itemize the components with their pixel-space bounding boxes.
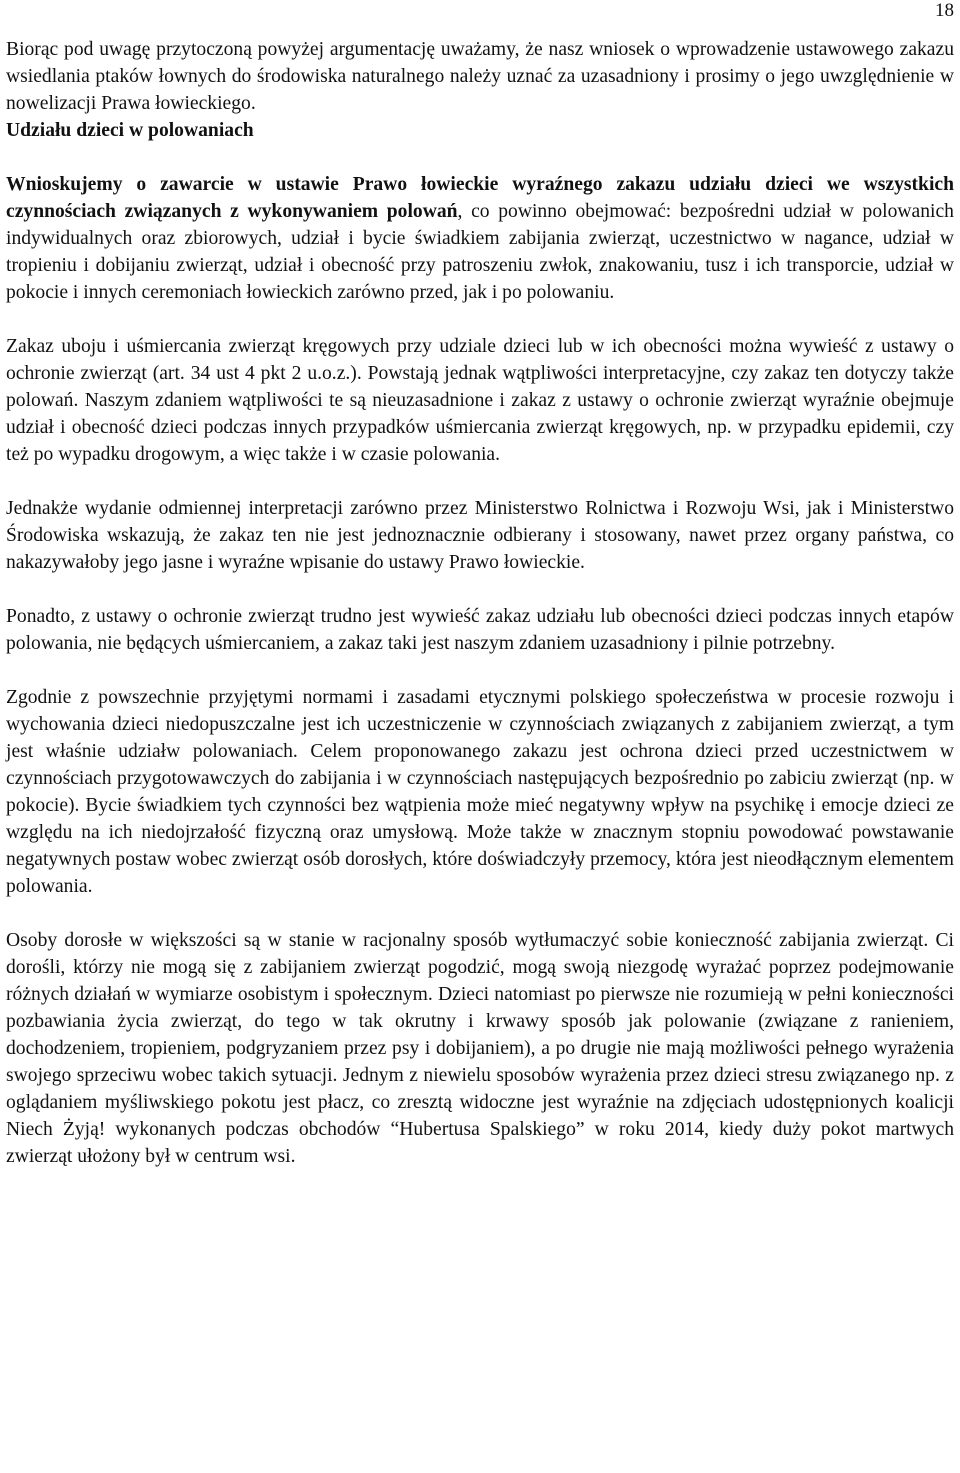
- section-heading: Udziału dzieci w polowaniach: [6, 120, 254, 141]
- page-number: 18: [935, 0, 954, 21]
- paragraph-1: [6, 171, 954, 306]
- paragraph-5: Zgodnie z powszechnie przyjętymi normami i zasadami etycznymi polskiego społeczeństwa w procesie rozwoju i wychowania dzieci niedopuszczalne jest ich uczestniczenie w czynnościach związanych z zabijaniem zwierząt, a tym jest właśnie udziałw polowaniach. Celem proponowanego zakazu jest ochrona dzieci przed uczestnictwem w czynnościach przygotowawczych do zabijania i w czynnościach następujących bezpośrednio po zabiciu zwierząt (np. w pokocie). Bycie świadkiem tych czynności bez wątpienia może mieć negatywny wpływ na psychikę i emocje dzieci ze względu na ich niedojrzałość fizyczną oraz umysłową. Może także w znacznym stopniu powodować powstawanie negatywnych postaw wobec zwierząt osób dorosłych, które doświadczyły przemocy, która jest nieodłącznym elementem polowania.: [6, 687, 954, 897]
- intro-paragraph: Biorąc pod uwagę przytoczoną powyżej argumentację uważamy, że nasz wniosek o wprowadzenie ustawowego zakazu wsiedlania ptaków łownych do środowiska naturalnego należy uznać za uzasadniony i prosimy o jego uwzględnienie w nowelizacji Prawa łowieckiego.: [6, 39, 954, 114]
- paragraph-4: Ponadto, z ustawy o ochronie zwierząt trudno jest wywieść zakaz udziału lub obecności dzieci podczas innych etapów polowania, nie będących uśmiercaniem, a zakaz taki jest naszym zdaniem uzasadniony i pilnie potrzebny.: [6, 606, 954, 654]
- document-body: [6, 36, 954, 1170]
- paragraph-6: Osoby dorosłe w większości są w stanie w racjonalny sposób wytłumaczyć sobie konieczność zabijania zwierząt. Ci dorośli, którzy nie mogą się z zabijaniem zwierząt pogodzić, mogą swoją niezgodę wyrażać poprzez podejmowanie różnych działań w wymiarze osobistym i społecznym. Dzieci natomiast po pierwsze nie rozumieją w pełni konieczności pozbawiania życia zwierząt, do tego w tak okrutny i krwawy sposób jak polowanie (związane z ranieniem, dochodzeniem, tropieniem, podgryzaniem przez psy i dobijaniem), a po drugie nie mają możliwości pełnego wyrażenia swojego sprzeciwu wobec takich sytuacji. Jednym z niewielu sposobów wyrażenia przez dzieci stresu związanego np. z oglądaniem myśliwskiego pokotu jest płacz, co zresztą widoczne jest wyraźnie na zdjęciach udostępnionych koalicji Niech Żyją! wykonanych podczas obchodów “Hubertusa Spalskiego” w roku 2014, kiedy duży pokot martwych zwierząt ułożony był w centrum wsi.: [6, 930, 954, 1167]
- paragraph-3: Jednakże wydanie odmiennej interpretacji zarówno przez Ministerstwo Rolnictwa i Rozwoju Wsi, jak i Ministerstwo Środowiska wskazują, że zakaz ten nie jest jednoznacznie odbierany i stosowany, nawet przez organy państwa, co nakazywałoby jego jasne i wyraźne wpisanie do ustawy Prawo łowieckie.: [6, 498, 954, 573]
- paragraph-2: Zakaz uboju i uśmiercania zwierząt kręgowych przy udziale dzieci lub w ich obecności można wywieść z ustawy o ochronie zwierząt (art. 34 ust 4 pkt 2 u.o.z.). Powstają jednak wątpliwości interpretacyjne, czy zakaz ten dotyczy także polowań. Naszym zdaniem wątpliwości te są nieuzasadnione i zakaz z ustawy o ochronie zwierząt wyraźnie obejmuje udział i obecność dzieci podczas innych przypadków uśmiercania zwierząt kręgowych, np. w przypadku epidemii, czy też po wypadku drogowym, a więc także i w czasie polowania.: [6, 336, 954, 465]
- paragraph-1-bold: Wnioskujemy o zawarcie w ustawie Prawo łowieckie wyraźnego zakazu udziału dzieci we wszystkich czynnościach związanych z wykonywaniem polowań: [6, 174, 954, 222]
- paragraph-1-rest: , co powinno obejmować: bezpośredni udział w polowanich indywidualnych oraz zbiorowych, udział i bycie świadkiem zabijania zwierząt, uczestnictwo w nagance, udział w tropieniu i dobijaniu zwierząt, udział i obecność przy patroszeniu zwłok, znakowaniu, tusz i ich transporcie, udział w pokocie i innych ceremoniach łowieckich zarówno przed, jak i po polowaniu.: [6, 201, 954, 303]
